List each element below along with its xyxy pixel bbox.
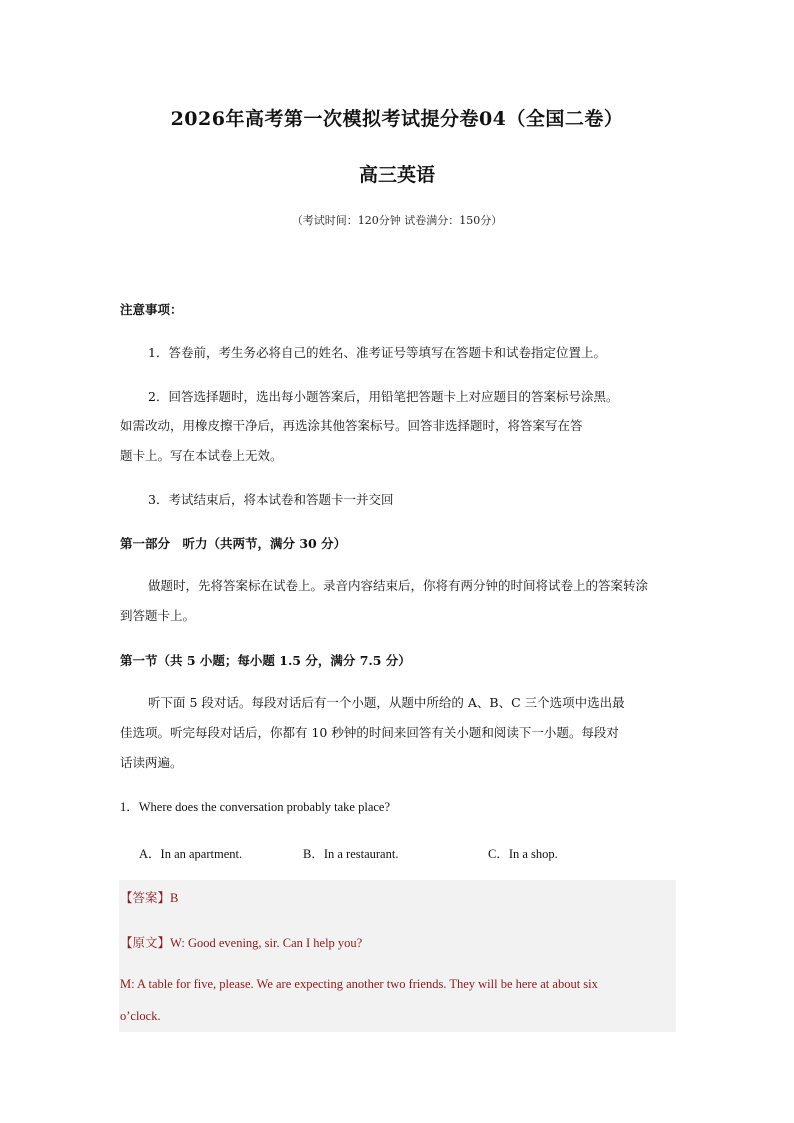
notice-item-3: 3．考试结束后，将本试卷和答题卡一并交回 xyxy=(148,492,394,507)
transcript-text-1: W: Good evening, sir. Can I help you? xyxy=(170,936,363,950)
notice-item-2-line-2: 如需改动，用橡皮擦干净后，再选涂其他答案标号。回答非选择题时，将答案写在答 xyxy=(120,418,583,433)
answer-box xyxy=(119,880,676,1032)
section1-instruction-line-1: 听下面 5 段对话。每段对话后有一个小题，从题中所给的 A、B、C 三个选项中选出最 xyxy=(148,695,625,710)
question-1-option-a: A．In an apartment. xyxy=(139,847,243,861)
question-1-option-c: C．In a shop. xyxy=(488,847,558,861)
part1-heading: 第一部分 听力（共两节，满分 30 分） xyxy=(120,536,347,551)
section1-instruction-line-3: 话读两遍。 xyxy=(120,755,183,770)
page-subtitle: 高三英语 xyxy=(358,164,435,186)
notice-heading: 注意事项： xyxy=(120,302,183,317)
notice-item-1: 1．答卷前，考生务必将自己的姓名、准考证号等填写在答题卡和试卷指定位置上。 xyxy=(148,345,606,360)
exam-time-note: （考试时间：120分钟 试卷满分：150分） xyxy=(291,214,503,227)
question-1-answer: 【答案】B xyxy=(120,891,179,905)
section1-heading: 第一节（共 5 小题；每小题 1.5 分，满分 7.5 分） xyxy=(120,653,411,668)
transcript-line-3: o’clock. xyxy=(120,1009,161,1023)
page-title: 2026年高考第一次模拟考试提分卷04（全国二卷） xyxy=(170,108,624,130)
transcript-line-1 xyxy=(120,933,362,951)
transcript-label: 【原文】 xyxy=(120,936,171,950)
question-1-stem: 1．Where does the conversation probably take place? xyxy=(120,800,391,814)
part1-instruction-line-1: 做题时，先将答案标在试卷上。录音内容结束后，你将有两分钟的时间将试卷上的答案转涂 xyxy=(148,578,649,593)
question-1-option-b: B．In a restaurant. xyxy=(303,847,399,861)
notice-item-2-line-3: 题卡上。写在本试卷上无效。 xyxy=(120,448,283,463)
transcript-line-2: M: A table for five, please. We are expecting another two friends. They will be here at about six xyxy=(120,977,598,991)
notice-item-2-line-1: 2．回答选择题时，选出每小题答案后，用铅笔把答题卡上对应题目的答案标号涂黑。 xyxy=(148,389,619,404)
part1-instruction-line-2: 到答题卡上。 xyxy=(120,608,196,623)
section1-instruction-line-2: 佳选项。听完每段对话后，你都有 10 秒钟的时间来回答有关小题和阅读下一小题。每段对 xyxy=(120,725,619,740)
